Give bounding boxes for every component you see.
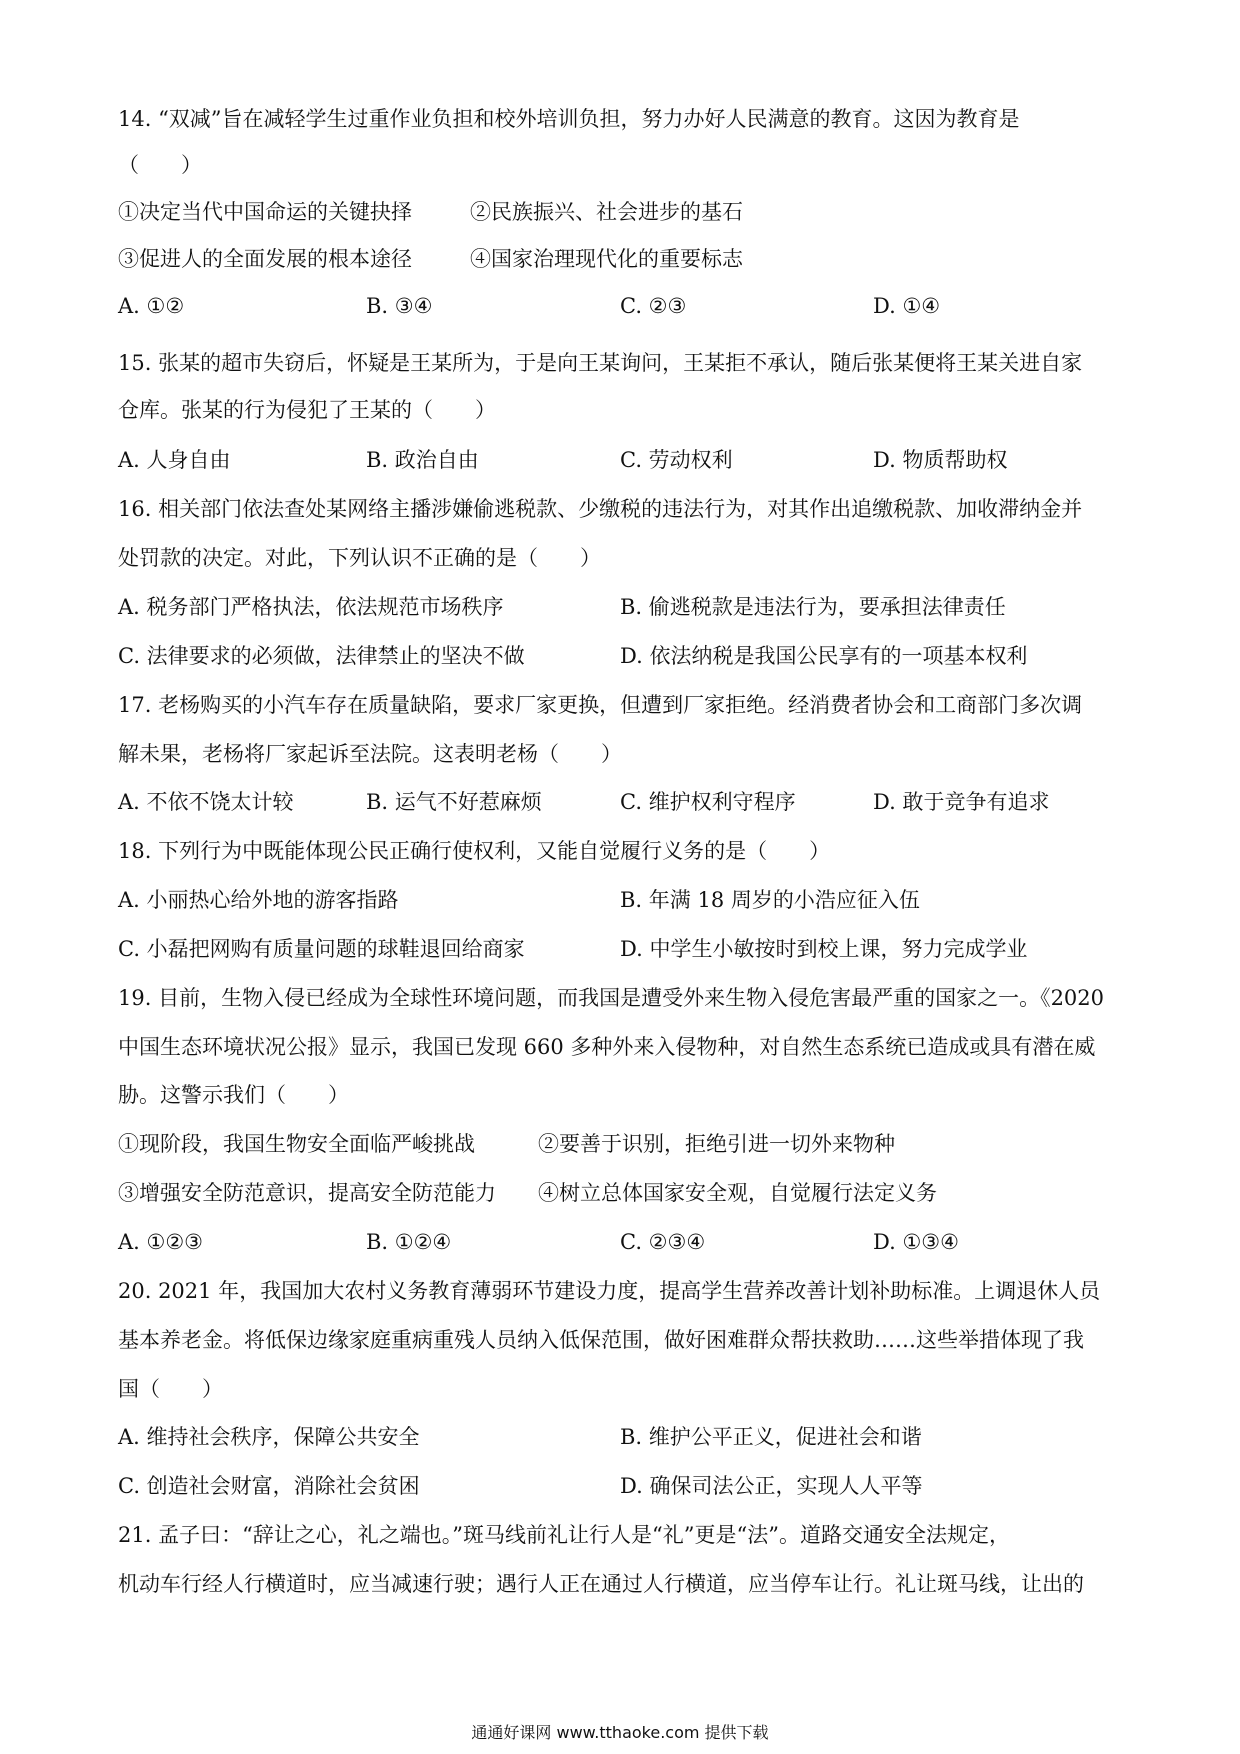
q21-stem-line-1: 21. 孟子曰：“辞让之心，礼之端也。”斑马线前礼让行人是“礼”更是“法”。道路交通安全法规定，: [118, 1523, 1010, 1547]
q20-stem-line-1: 20. 2021 年，我国加大农村义务教育薄弱环节建设力度，提高学生营养改善计划补助标准。上调退休人员: [118, 1279, 1101, 1303]
q17-option-d: D. 敢于竞争有追求: [873, 790, 1050, 814]
q20-option-d: D. 确保司法公正，实现人人平等: [620, 1474, 923, 1498]
q14-option-d: D. ①④: [873, 294, 941, 318]
q19-stem-line-3: 胁。这警示我们（ ）: [118, 1083, 349, 1107]
q16-option-d: D. 依法纳税是我国公民享有的一项基本权利: [620, 644, 1028, 668]
q19-option-d: D. ①③④: [873, 1230, 959, 1254]
q15-option-d: D. 物质帮助权: [873, 448, 1008, 472]
q19-option-b: B. ①②④: [366, 1230, 452, 1254]
q17-stem-line-1: 17. 老杨购买的小汽车存在质量缺陷，要求厂家更换，但遭到厂家拒绝。经消费者协会和工商部门多次调: [118, 693, 1083, 717]
q20-stem-line-3: 国（ ）: [118, 1377, 223, 1401]
q14-stem-line-2: （ ）: [118, 153, 202, 177]
q19-statement-2: ②要善于识别，拒绝引进一切外来物种: [538, 1132, 895, 1156]
q16-option-b: B. 偷逃税款是违法行为，要承担法律责任: [620, 595, 1006, 619]
q20-option-c: C. 创造社会财富，消除社会贫困: [118, 1474, 420, 1498]
q21-stem-line-2: 机动车行经人行横道时，应当减速行驶；遇行人正在通过人行横道，应当停车让行。礼让斑马线，让出的: [118, 1572, 1084, 1596]
q15-option-b: B. 政治自由: [366, 448, 479, 472]
q17-option-b: B. 运气不好惹麻烦: [366, 790, 542, 814]
q14-option-b: B. ③④: [366, 294, 433, 318]
q14-option-a: A. ①②: [118, 294, 185, 318]
q14-statement-2: ②民族振兴、社会进步的基石: [470, 200, 743, 224]
q14-statement-3: ③促进人的全面发展的根本途径: [118, 247, 412, 271]
q14-stem-line-1: 14. “双减”旨在减轻学生过重作业负担和校外培训负担，努力办好人民满意的教育。这因为教育是: [118, 107, 1020, 131]
q16-option-a: A. 税务部门严格执法，依法规范市场秩序: [118, 595, 504, 619]
q19-stem-line-2: 中国生态环境状况公报》显示，我国已发现 660 多种外来入侵物种，对自然生态系统已造成或具有潜在威: [118, 1035, 1096, 1059]
q14-statement-4: ④国家治理现代化的重要标志: [470, 247, 743, 271]
q16-stem-line-2: 处罚款的决定。对此，下列认识不正确的是（ ）: [118, 546, 601, 570]
q19-statement-3: ③增强安全防范意识，提高安全防范能力: [118, 1181, 496, 1205]
q15-option-c: C. 劳动权利: [620, 448, 733, 472]
q16-option-c: C. 法律要求的必须做，法律禁止的坚决不做: [118, 644, 525, 668]
q20-option-b: B. 维护公平正义，促进社会和谐: [620, 1425, 922, 1449]
q15-stem-line-2: 仓库。张某的行为侵犯了王某的（ ）: [118, 398, 496, 422]
q15-option-a: A. 人身自由: [118, 448, 231, 472]
q14-option-c: C. ②③: [620, 294, 687, 318]
q19-statement-1: ①现阶段，我国生物安全面临严峻挑战: [118, 1132, 475, 1156]
q14-statement-1: ①决定当代中国命运的关键抉择: [118, 200, 412, 224]
q17-option-c: C. 维护权利守程序: [620, 790, 796, 814]
q18-stem-line-1: 18. 下列行为中既能体现公民正确行使权利，又能自觉履行义务的是（ ）: [118, 839, 831, 863]
q18-option-d: D. 中学生小敏按时到校上课，努力完成学业: [620, 937, 1028, 961]
q19-statement-4: ④树立总体国家安全观，自觉履行法定义务: [538, 1181, 937, 1205]
q16-stem-line-1: 16. 相关部门依法查处某网络主播涉嫌偷逃税款、少缴税的违法行为，对其作出追缴税款、加收滞纳金并: [118, 497, 1083, 521]
q19-option-c: C. ②③④: [620, 1230, 706, 1254]
q20-stem-line-2: 基本养老金。将低保边缘家庭重病重残人员纳入低保范围，做好困难群众帮扶救助……这些举措体现了我: [118, 1328, 1084, 1352]
q17-stem-line-2: 解未果，老杨将厂家起诉至法院。这表明老杨（ ）: [118, 742, 622, 766]
q19-stem-line-1: 19. 目前，生物入侵已经成为全球性环境问题，而我国是遭受外来生物入侵危害最严重的国家之一。《2020: [118, 986, 1105, 1010]
q18-option-c: C. 小磊把网购有质量问题的球鞋退回给商家: [118, 937, 525, 961]
q15-stem-line-1: 15. 张某的超市失窃后，怀疑是王某所为，于是向王某询问，王某拒不承认，随后张某便将王某关进自家: [118, 351, 1083, 375]
q19-option-a: A. ①②③: [118, 1230, 203, 1254]
q17-option-a: A. 不依不饶太计较: [118, 790, 294, 814]
page-footer: 通通好课网 www.tthaoke.com 提供下载: [471, 1723, 769, 1742]
q18-option-b: B. 年满 18 周岁的小浩应征入伍: [620, 888, 920, 912]
q20-option-a: A. 维持社会秩序，保障公共安全: [118, 1425, 420, 1449]
q18-option-a: A. 小丽热心给外地的游客指路: [118, 888, 399, 912]
